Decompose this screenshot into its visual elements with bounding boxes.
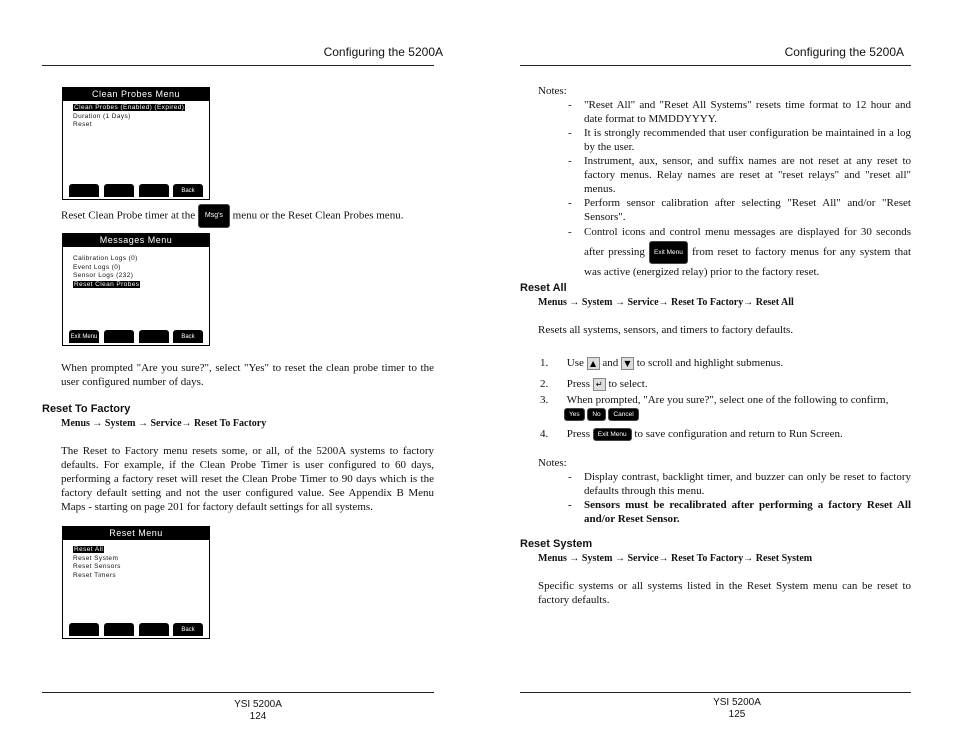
softkey-1: [69, 184, 99, 197]
up-arrow-icon: ▲: [587, 357, 600, 370]
page-footer: [697, 697, 777, 721]
notes-list: [568, 98, 911, 281]
screen-title: Messages Menu: [63, 234, 209, 247]
menu-path: Menus → System → Service→ Reset To Factory→ Reset System: [538, 553, 813, 564]
notes-list-2: [568, 470, 911, 526]
note-item: - Instrument, aux, sensor, and suffix names are not reset at any reset to factory menus. Relay names are reset at "reset relays" and "reset all" menus.: [568, 154, 911, 196]
softkey-back: Back: [173, 184, 203, 197]
softkey-3: [139, 330, 169, 343]
note-item: - Control icons and control menu messages are displayed for 30 seconds after pressing Exit Menu from reset to factory menus for any system that was active (energized relay) prior to the factory reset.: [568, 224, 911, 281]
note-item: - Sensors must be recalibrated after performing a factory Reset All and/or Reset Sensor.: [568, 498, 911, 526]
reset-system-heading: Reset System: [520, 538, 593, 550]
exit-menu-button: Exit Menu: [593, 428, 632, 441]
note-item: - It is strongly recommended that user configuration be maintained in a log by the user.: [568, 126, 911, 154]
softkey-2: [104, 330, 134, 343]
menu-item: Clean Probes (Enabled) (Expired): [74, 104, 185, 111]
reset-all-paragraph: Resets all systems, sensors, and timers to factory defaults.: [538, 324, 794, 336]
reset-all-heading: Reset All: [520, 282, 567, 294]
messages-screen: [62, 233, 210, 346]
header-rule: [520, 65, 911, 66]
menu-item: Reset System: [73, 554, 119, 562]
no-button: No: [587, 408, 605, 421]
page-header: Configuring the 5200A: [784, 45, 904, 59]
menu-item: Event Logs (0): [73, 263, 121, 271]
softkey-back: Back: [173, 330, 203, 343]
notes-label: Notes:: [538, 85, 567, 97]
reset-to-factory-paragraph: The Reset to Factory menu resets some, or all, of the 5200A systems to factory defaults. For example, if the Clean Probe Timer is user configured to 60 days, performing a factory reset will reset the Clean Probe Timer to 90 days which is the factory default setting and not the user configured value. See Appendix B Menu Maps - starting on page 201 for factory default settings for all systems.: [61, 445, 434, 513]
softkey-row: [67, 329, 205, 343]
softkey-row: [67, 622, 205, 636]
footer-title: YSI 5200A: [713, 697, 761, 708]
clean-probes-screen: [62, 87, 210, 200]
msgs-button: Msg's: [198, 204, 230, 228]
softkey-3: [139, 623, 169, 636]
step-1: 1. Use ▲ and ▼ to scroll and highlight submenus.: [540, 357, 784, 370]
yes-button: Yes: [564, 408, 585, 421]
reset-system-paragraph: Specific systems or all systems listed in the Reset System menu can be reset to factory defaults.: [538, 580, 911, 606]
menu-path: Menus → System → Service→ Reset To Factory→ Reset All: [538, 297, 794, 308]
step-2: 2. Press ↵ to select.: [540, 378, 648, 391]
menu-item: Reset Sensors: [73, 563, 121, 571]
note-item: - Perform sensor calibration after selecting "Reset All" and/or "Reset Sensors".: [568, 196, 911, 224]
menu-item: Duration (1 Days): [73, 112, 131, 120]
footer-rule: [520, 692, 911, 693]
down-arrow-icon: ▼: [621, 357, 634, 370]
header-rule: [42, 65, 434, 66]
cancel-button: Cancel: [608, 408, 638, 421]
note-item: - Display contrast, backlight timer, and buzzer can only be reset to factory defaults through this menu.: [568, 470, 911, 498]
footer-title: YSI 5200A: [234, 699, 282, 710]
softkey-back: Back: [173, 623, 203, 636]
menu-item: Reset Clean Probes: [74, 280, 140, 288]
note-item: - "Reset All" and "Reset All Systems" resets time format to 12 hour and date format to MMDDYYYY.: [568, 98, 911, 126]
softkey-1: [69, 623, 99, 636]
menu-item: Sensor Logs (232): [73, 272, 134, 280]
right-page: [477, 0, 954, 738]
softkey-3: [139, 184, 169, 197]
reset-menu-screen: [62, 526, 210, 639]
menu-item: Reset: [73, 121, 92, 129]
reset-to-factory-heading: Reset To Factory: [42, 403, 131, 415]
screen-title: Reset Menu: [63, 527, 209, 540]
menu-item: Reset All: [74, 546, 104, 553]
softkey-row: [67, 183, 205, 197]
screen-title: Clean Probes Menu: [63, 88, 209, 101]
page-number: 124: [249, 711, 267, 722]
softkey-2: [104, 184, 134, 197]
enter-icon: ↵: [593, 378, 606, 391]
page-footer: [218, 699, 298, 723]
step-4: 4. Press Exit Menu to save configuration and return to Run Screen.: [540, 428, 843, 441]
menu-path: Menus → System → Service→ Reset To Factory: [61, 418, 267, 429]
softkey-2: [104, 623, 134, 636]
page-number: 125: [728, 709, 746, 720]
menu-item: Reset Timers: [73, 571, 117, 579]
step-3: 3. When prompted, "Are you sure?", select one of the following to confirm,: [540, 394, 889, 406]
footer-rule: [42, 692, 434, 693]
step-3-buttons: [564, 408, 639, 421]
notes-label: Notes:: [538, 457, 567, 469]
reset-timer-paragraph: Reset Clean Probe timer at the Msg's menu or the Reset Clean Probes menu.: [61, 204, 441, 228]
exit-menu-button: Exit Menu: [649, 241, 688, 264]
softkey-exit-menu: Exit Menu: [69, 330, 99, 343]
prompt-paragraph: When prompted "Are you sure?", select "Yes" to reset the clean probe timer to the user configured number of days.: [61, 362, 434, 388]
page-header: Configuring the 5200A: [323, 45, 443, 59]
menu-item: Calibration Logs (0): [73, 255, 138, 262]
